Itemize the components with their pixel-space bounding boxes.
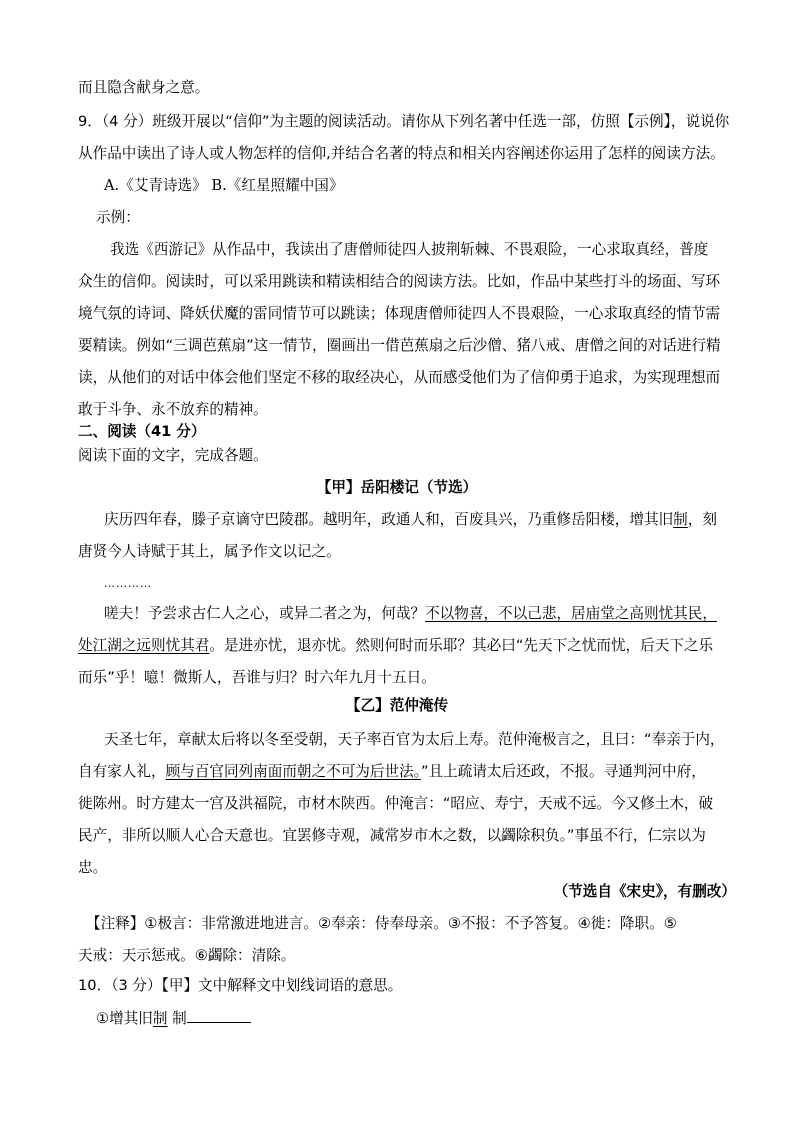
passage-a-title: 【甲】岳阳楼记（节选） <box>316 479 478 496</box>
reading-instruction: 阅读下面的文字，完成各题。 <box>78 447 268 464</box>
annotation-line: 天戒：天示惩戒。⑥蠲除：清除。 <box>78 947 296 964</box>
text-line: 而且隐含献身之意。 <box>78 79 210 96</box>
question-10-item-1 <box>96 1008 251 1029</box>
text-span: 自有家人礼， <box>78 763 166 780</box>
section-2-heading: 二、阅读（41 分） <box>78 423 206 440</box>
text-span: 庆历四年春，滕子京谪守巴陵郡。越明年，政通人和，百废具兴，乃重修岳阳楼，增其旧 <box>104 511 674 528</box>
example-line: 读，从他们的对话中体会他们坚定不移的取经决心，从而感受他们为了信仰勇于追求，为实现理想而 <box>78 369 721 386</box>
underlined-sentence: 不以物喜，不以己悲，居庙堂之高则忧其民， <box>425 605 717 622</box>
text-span: 。是进亦忧，退亦忧。然则何时而乐耶？其必曰“先天下之忧而忧，后天下之乐 <box>209 637 714 654</box>
passage-a-line <box>78 636 713 656</box>
question-9-line-1: 9．（4 分）班级开展以“信仰”为主题的阅读活动。请你从下列名著中任选一部，仿照【示例】，说说你 <box>78 113 730 130</box>
question-9-options: A.《艾青诗选》 B.《红星照耀中国》 <box>104 177 344 194</box>
example-line: 我选《西游记》从作品中，我读出了唐僧师徒四人披荆斩棘、不畏艰险，一心求取真经，普度 <box>110 241 709 258</box>
underlined-sentence: 顾与百官同列南面而朝之不可为后世法。 <box>165 763 421 780</box>
passage-a-line <box>104 604 717 624</box>
passage-b-line: 民产，非所以顺人心合天意也。宜罢修寺观，减常岁市木之数，以蠲除积负。”事虽不行，仁宗以为 <box>78 827 706 844</box>
ellipsis-dots: ………… <box>104 577 152 590</box>
underlined-word: 制 <box>673 511 688 528</box>
passage-b-line: 徙陈州。时方建太一宫及洪福院，市材木陕西。仲淹言：“昭应、寿宁，天戒不远。今又修土木，破 <box>78 795 714 812</box>
example-line: 敢于斗争、永不放弃的精神。 <box>78 401 268 418</box>
text-span: ”且上疏请太后还政，不报。寻通判河中府， <box>420 763 706 780</box>
passage-a-line <box>104 510 717 530</box>
passage-a-line: 而乐”乎！噫！微斯人，吾谁与归？时六年九月十五日。 <box>78 669 436 686</box>
underlined-sentence: 处江湖之远则忧其君 <box>78 637 210 654</box>
passage-b-line <box>78 762 706 782</box>
passage-b-title: 【乙】范仲淹传 <box>345 697 449 714</box>
source-citation: （节选自《宋史》，有删改） <box>553 883 736 900</box>
example-label: 示例： <box>96 209 140 226</box>
passage-b-line: 天圣七年，章献太后将以冬至受朝，天子率百官为太后上寿。范仲淹极言之，且曰：“奉亲于内， <box>104 731 725 748</box>
example-line: 境气氛的诗词、降妖伏魔的雷同情节可以跳读；体现唐僧师徒四人不畏艰险，一心求取真经的情节需 <box>78 305 721 322</box>
passage-b-line: 忠。 <box>78 859 108 876</box>
text-span: 嗟夫！予尝求古仁人之心，或异二者之为，何哉？ <box>104 605 426 622</box>
underlined-word: 制 <box>152 1010 168 1027</box>
question-10: 10．（3 分）【甲】文中解释文中划线词语的意思。 <box>78 977 403 994</box>
question-9-line-2: 从作品中读出了诗人或人物怎样的信仰,并结合名著的特点和相关内容阐述你运用了怎样的阅读方法。 <box>78 145 725 162</box>
text-span: ①增其旧 <box>96 1010 153 1027</box>
answer-blank[interactable] <box>187 1008 251 1023</box>
annotation-line: 【注释】①极言：非常激进地进言。②奉亲：侍奉母亲。③不报：不予答复。④徙：降职。⑤ <box>86 915 677 932</box>
passage-a-line: 唐贤今人诗赋于其上，属予作文以记之。 <box>78 543 341 560</box>
text-span: ，刻 <box>687 511 717 528</box>
text-span: 制 <box>167 1010 187 1027</box>
example-line: 众生的信仰。阅读时，可以采用跳读和精读相结合的阅读方法。比如，作品中某些打斗的场面、写环 <box>78 273 721 290</box>
example-line: 要精读。例如“三调芭蕉扇”这一情节，圈画出一借芭蕉扇之后沙僧、猪八戒、唐僧之间的对话进行精 <box>78 337 721 354</box>
